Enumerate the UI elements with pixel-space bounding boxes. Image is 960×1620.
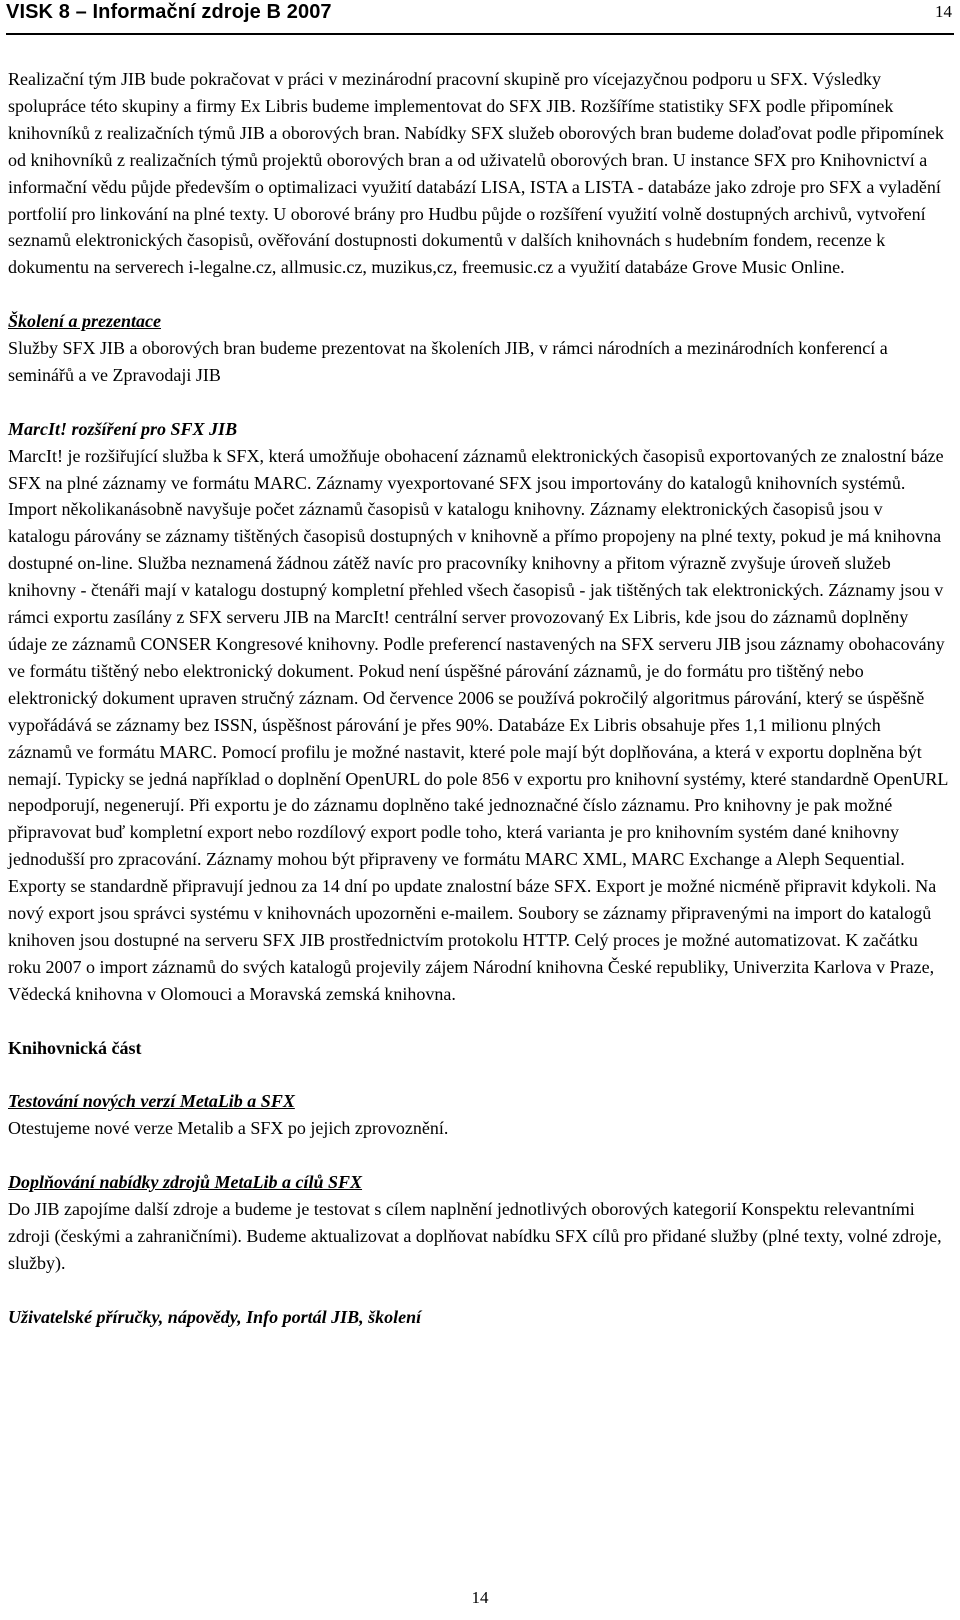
intro-paragraph: Realizační tým JIB bude pokračovat v práci v mezinárodní pracovní skupině pro vícejazyčnou podporu u SFX. Výsledky spolupráce této skupiny a firmy Ex Libris budeme implementovat do SFX JIB. Rozšíříme statistiky SFX podle připomínek knihovníků z realizačních týmů JIB a oborových bran. Nabídky SFX služeb oborových bran budeme dolaďovat podle připomínek od knihovníků z realizačních týmů projektů oborových bran a od uživatelů oborových bran. U instance SFX pro Knihovnictví a informační vědu půjde především o optimalizaci využití databází LISA, ISTA a LISTA - databáze jako zdroje pro SFX a vyladění portfolií pro linkování na plné texty. U oborové brány pro Hudbu půjde o rozšíření využití volně dostupných archivů, vytvoření seznamů elektronických časopisů, ověřování dostupnosti dokumentů v dalších knihovnách s hudebním fondem, recenze k dokumentu na serverech i-legalne.cz, allmusic.cz, muzikus,cz, freemusic.cz a využití databáze Grove Music Online. — [8, 69, 944, 278]
header-title: VISK 8 – Informační zdroje B 2007 — [6, 1, 332, 23]
skoleni-paragraph: Služby SFX JIB a oborových bran budeme prezentovat na školeních JIB, v rámci národních a mezinárodních konferencí a seminářů a ve Zpravodaji JIB — [8, 338, 888, 385]
doplnovani-paragraph: Do JIB zapojíme další zdroje a budeme je testovat s cílem naplnění jednotlivých oborových kategorií Konspektu relevantními zdroji (českými a zahraničními). Budeme aktualizovat a doplňovat nabídku SFX cílů pro přidané služby (plné texty, volné zdroje, služby). — [8, 1198, 942, 1273]
page-header — [6, 0, 954, 35]
section-heading-testovani: Testování nových verzí MetaLib a SFX — [8, 1091, 295, 1112]
section-heading-doplnovani: Doplňování nabídky zdrojů MetaLib a cílů SFX — [8, 1172, 363, 1193]
paragraph-gap — [8, 389, 948, 416]
page-footer — [0, 1588, 960, 1608]
footer-page-number: 14 — [471, 1588, 489, 1607]
marcit-paragraph: MarcIt! je rozšiřující služba k SFX, která umožňuje obohacení záznamů elektronických časopisů exportovaných ze znalostní báze SFX na plné záznamy ve formátu MARC. Záznamy vyexportované SFX jsou importovány do katalogů knihovních systémů. Import několikanásobně navyšuje počet záznamů časopisů v katalogu knihovny. Záznamy elektronických časopisů jsou v katalogu párovány se záznamy tištěných časopisů dostupných v knihovně a přímo propojeny na plné texty, pokud je má knihovna dostupné on-line. Služba neznamená žádnou zátěž navíc pro pracovníky knihovny a přitom výrazně zvyšuje úroveň služeb knihovny - čtenáři mají v katalogu dostupný kompletní přehled všech časopisů - jak tištěných tak elektronických. Záznamy jsou v rámci exportu zasílány z SFX serveru JIB na MarcIt! centrální server provozovaný Ex Libris, kde jsou do záznamů doplněny údaje ze záznamů CONSER Kongresové knihovny. Podle preferencí nastavených na SFX serveru JIB jsou záznamy obohacovány ve formátu tištěný nebo elektronický dokument. Pokud není úspěšné párování záznamů, je do formátu pro tištěný nebo elektronický dokument upraven stručný záznam. Od července 2006 se používá pokročilý algoritmus párování, který se úspěšně vypořádává se záznamy bez ISSN, úspěšnost párování je přes 90%. Databáze Ex Libris obsahuje přes 1,1 milionu plných záznamů ve formátu MARC. Pomocí profilu je možné nastavit, které pole mají být doplňována, a která v exportu doplněna být nemají. Typicky se jedná například o doplnění OpenURL do pole 856 v exportu pro knihovní systémy, které standardně OpenURL nepodporují, negenerují. Při exportu je do záznamu doplněno také jednoznačné číslo záznamu. Pro knihovny je pak možné připravovat buď kompletní export nebo rozdílový export podle toho, která varianta je pro knihovním systém dané knihovny jednodušší pro zpracování. Záznamy mohou být připraveny ve formátu MARC XML, MARC Exchange a Aleph Sequential. Exporty se standardně připravují jednou za 14 dní po update znalostní báze SFX. Export je možné nicméně připravit kdykoli. Na nový export jsou správci systému v knihovnách upozorněni e-mailem. Soubory se záznamy připravenými na import do katalogů knihoven jsou dostupné na serveru SFX JIB prostřednictvím protokolu HTTP. Celý proces je možné automatizovat. K začátku roku 2007 o import záznamů do svých katalogů projevily zájem Národní knihovna České republiky, Univerzita Karlova v Praze, Vědecká knihovna v Olomouci a Moravská zemská knihovna. — [8, 445, 948, 1004]
header-page-number: 14 — [935, 2, 952, 21]
section-heading-marcit: MarcIt! rozšíření pro SFX JIB — [8, 418, 238, 439]
section-heading-prirucky: Uživatelské příručky, nápovědy, Info portál JIB, školení — [8, 1306, 422, 1327]
paragraph-gap — [8, 1142, 948, 1169]
paragraph-gap — [8, 1061, 948, 1088]
paragraph-gap — [8, 281, 948, 308]
paragraph-gap — [8, 1008, 948, 1035]
paragraph-gap — [8, 1277, 948, 1304]
testovani-paragraph: Otestujeme nové verze Metalib a SFX po jejich zprovoznění. — [8, 1118, 449, 1139]
section-heading-knihovnicka: Knihovnická část — [8, 1037, 142, 1058]
section-heading-skoleni: Školení a prezentace — [8, 311, 161, 332]
page-content — [8, 66, 948, 1331]
